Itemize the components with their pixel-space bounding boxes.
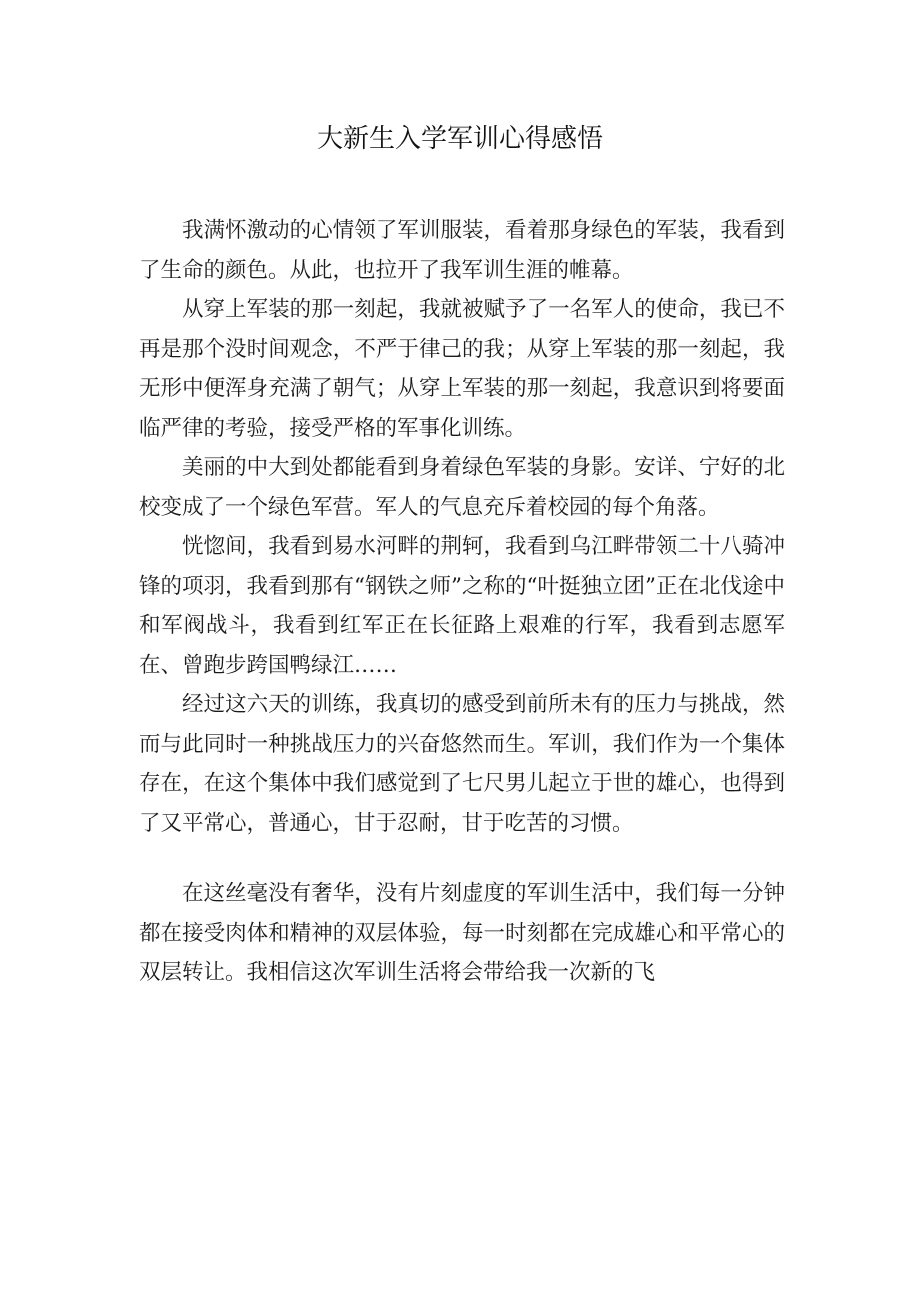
paragraph-5: 经过这六天的训练，我真切的感受到前所未有的压力与挑战，然而与此同时一种挑战压力的兴奋悠然而生。军训，我们作为一个集体存在，在这个集体中我们感觉到了七尺男儿起立于世的雄心，也得到了又平常心，普通心，甘于忍耐，甘于吃苦的习惯。 <box>139 692 785 836</box>
paragraph-3: 美丽的中大到处都能看到身着绿色军装的身影。安详、宁好的北校变成了一个绿色军营。军人的气息充斥着校园的每个角落。 <box>139 455 785 520</box>
paragraph-1: 我满怀激动的心情领了军训服装，看着那身绿色的军装，我看到了生命的颜色。从此，也拉开了我军训生涯的帷幕。 <box>139 218 785 283</box>
paragraph-4: 恍惚间，我看到易水河畔的荆轲，我看到乌江畔带领二十八骑冲锋的项羽，我看到那有“钢铁之师”之称的“叶挺独立团”正在北伐途中和军阀战斗，我看到红军正在长征路上艰难的行军，我看到志愿军在、曾跑步跨国鸭绿江…… <box>139 534 785 678</box>
document-title: 大新生入学军训心得感悟 <box>316 124 603 154</box>
paragraph-2: 从穿上军装的那一刻起，我就被赋予了一名军人的使命，我已不再是那个没时间观念，不严于律己的我；从穿上军装的那一刻起，我无形中便浑身充满了朝气；从穿上军装的那一刻起，我意识到将要面临严律的考验，接受严格的军事化训练。 <box>139 297 785 441</box>
document-body <box>139 211 785 993</box>
paragraph-6: 在这丝毫没有奢华，没有片刻虚度的军训生活中，我们每一分钟都在接受肉体和精神的双层体验，每一时刻都在完成雄心和平常心的双层转让。我相信这次军训生活将会带给我一次新的飞 <box>139 881 785 985</box>
